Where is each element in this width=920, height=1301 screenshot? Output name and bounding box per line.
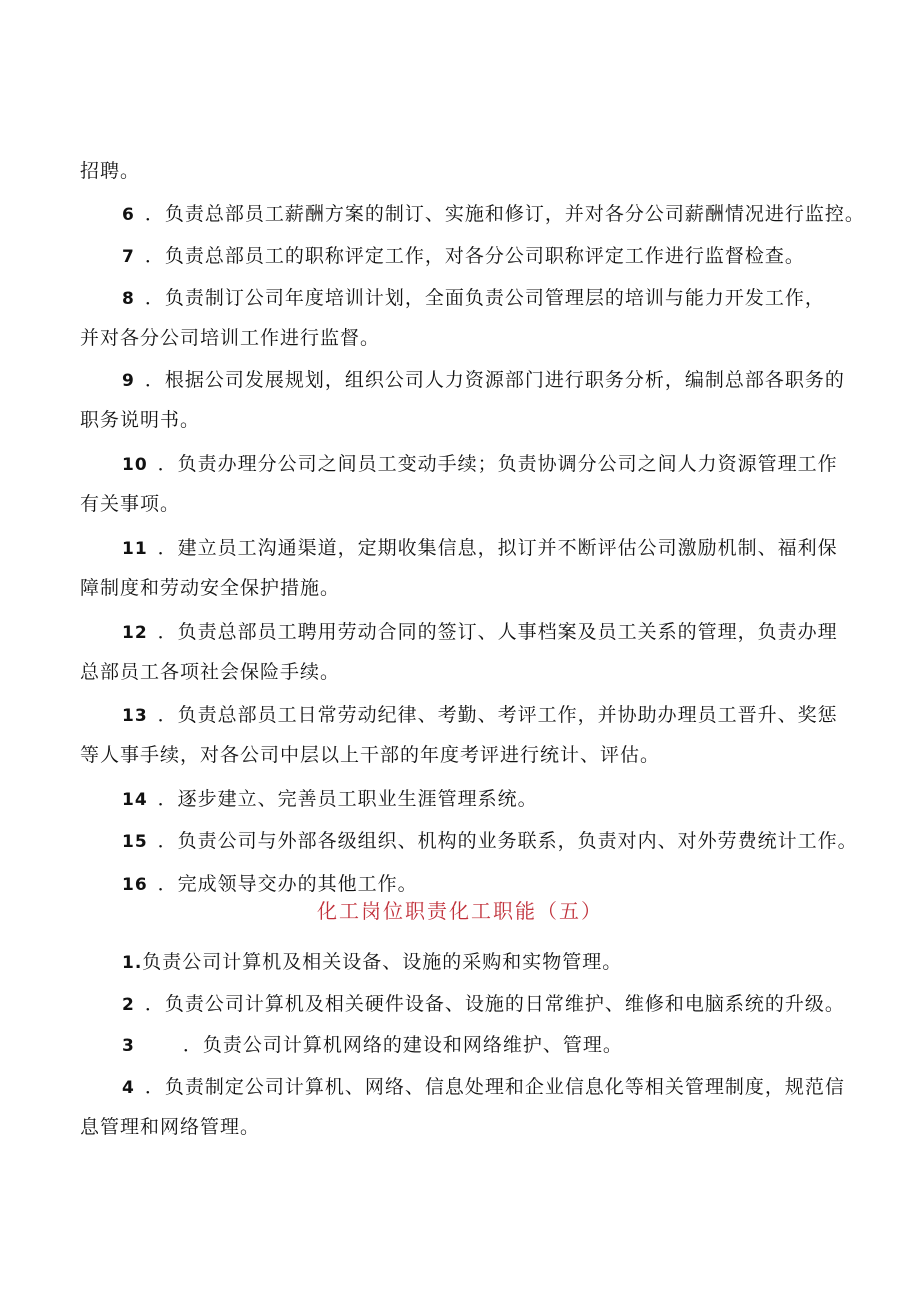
item-14: [122, 787, 882, 812]
item-number: 10: [122, 455, 148, 475]
item-number: 3: [122, 1036, 135, 1056]
item-b-1: [122, 950, 882, 975]
item-12-cont: 总部员工各项社会保险手续。: [80, 661, 341, 683]
item-8-cont: 并对各分公司培训工作进行监督。: [80, 327, 381, 349]
item-8: [122, 286, 882, 311]
item-text: ．负责公司计算机网络的建设和网络维护、管理。: [182, 1034, 623, 1056]
item-10-cont: 有关事项。: [80, 493, 181, 515]
item-number: 13: [122, 706, 148, 726]
item-text: ．逐步建立、完善员工职业生涯管理系统。: [157, 788, 538, 810]
item-13: [122, 703, 882, 728]
item-text: ．负责总部员工的职称评定工作，对各分公司职称评定工作进行监督检查。: [144, 245, 805, 267]
section-title: 化工岗位职责化工职能（五）: [317, 899, 603, 923]
item-number: 1.: [122, 953, 143, 973]
item-number: 15: [122, 832, 148, 852]
item-text: ．负责总部员工日常劳动纪律、考勤、考评工作，并协助办理员工晋升、奖惩: [157, 704, 838, 726]
item-text: ．负责总部员工聘用劳动合同的签订、人事档案及员工关系的管理，负责办理: [157, 621, 838, 643]
item-15: [122, 829, 882, 854]
item-b-4: [122, 1075, 882, 1100]
item-11: [122, 536, 882, 561]
item-number: 8: [122, 289, 135, 309]
item-6: [122, 202, 882, 227]
item-number: 11: [122, 539, 148, 559]
item-b-3: [122, 1033, 882, 1058]
item-13-cont: 等人事手续，对各公司中层以上干部的年度考评进行统计、评估。: [80, 744, 661, 766]
item-number: 6: [122, 205, 135, 225]
item-9: [122, 368, 882, 393]
item-text: ．负责公司与外部各级组织、机构的业务联系，负责对内、对外劳费统计工作。: [157, 830, 858, 852]
item-text: ．根据公司发展规划，组织公司人力资源部门进行职务分析，编制总部各职务的: [144, 369, 845, 391]
item-number: 4: [122, 1078, 135, 1098]
item-11-cont: 障制度和劳动安全保护措施。: [80, 577, 341, 599]
item-b-2: [122, 992, 882, 1017]
item-16: [122, 872, 882, 897]
item-number: 14: [122, 790, 148, 810]
item-b-4-cont: 息管理和网络管理。: [80, 1116, 261, 1138]
item-number: 7: [122, 247, 135, 267]
item-text: ．负责办理分公司之间员工变动手续；负责协调分公司之间人力资源管理工作: [157, 453, 838, 475]
item-text: ．负责公司计算机及相关硬件设备、设施的日常维护、维修和电脑系统的升级。: [144, 993, 845, 1015]
intro-text: 招聘。: [80, 160, 141, 182]
item-number: 12: [122, 623, 148, 643]
item-text: ．负责总部员工薪酬方案的制订、实施和修订，并对各分公司薪酬情况进行监控。: [144, 203, 865, 225]
item-number: 9: [122, 371, 135, 391]
item-9-cont: 职务说明书。: [80, 409, 201, 431]
item-text: ．负责制订公司年度培训计划，全面负责公司管理层的培训与能力开发工作，: [144, 287, 825, 309]
item-text: ．负责制定公司计算机、网络、信息处理和企业信息化等相关管理制度，规范信: [144, 1076, 845, 1098]
item-number: 2: [122, 995, 135, 1015]
item-text: 负责公司计算机及相关设备、设施的采购和实物管理。: [142, 951, 623, 973]
item-10: [122, 452, 882, 477]
item-12: [122, 620, 882, 645]
item-text: ．建立员工沟通渠道，定期收集信息，拟订并不断评估公司激励机制、福利保: [157, 537, 838, 559]
item-text: ．完成领导交办的其他工作。: [157, 873, 418, 895]
item-number: 16: [122, 875, 148, 895]
item-7: [122, 244, 882, 269]
